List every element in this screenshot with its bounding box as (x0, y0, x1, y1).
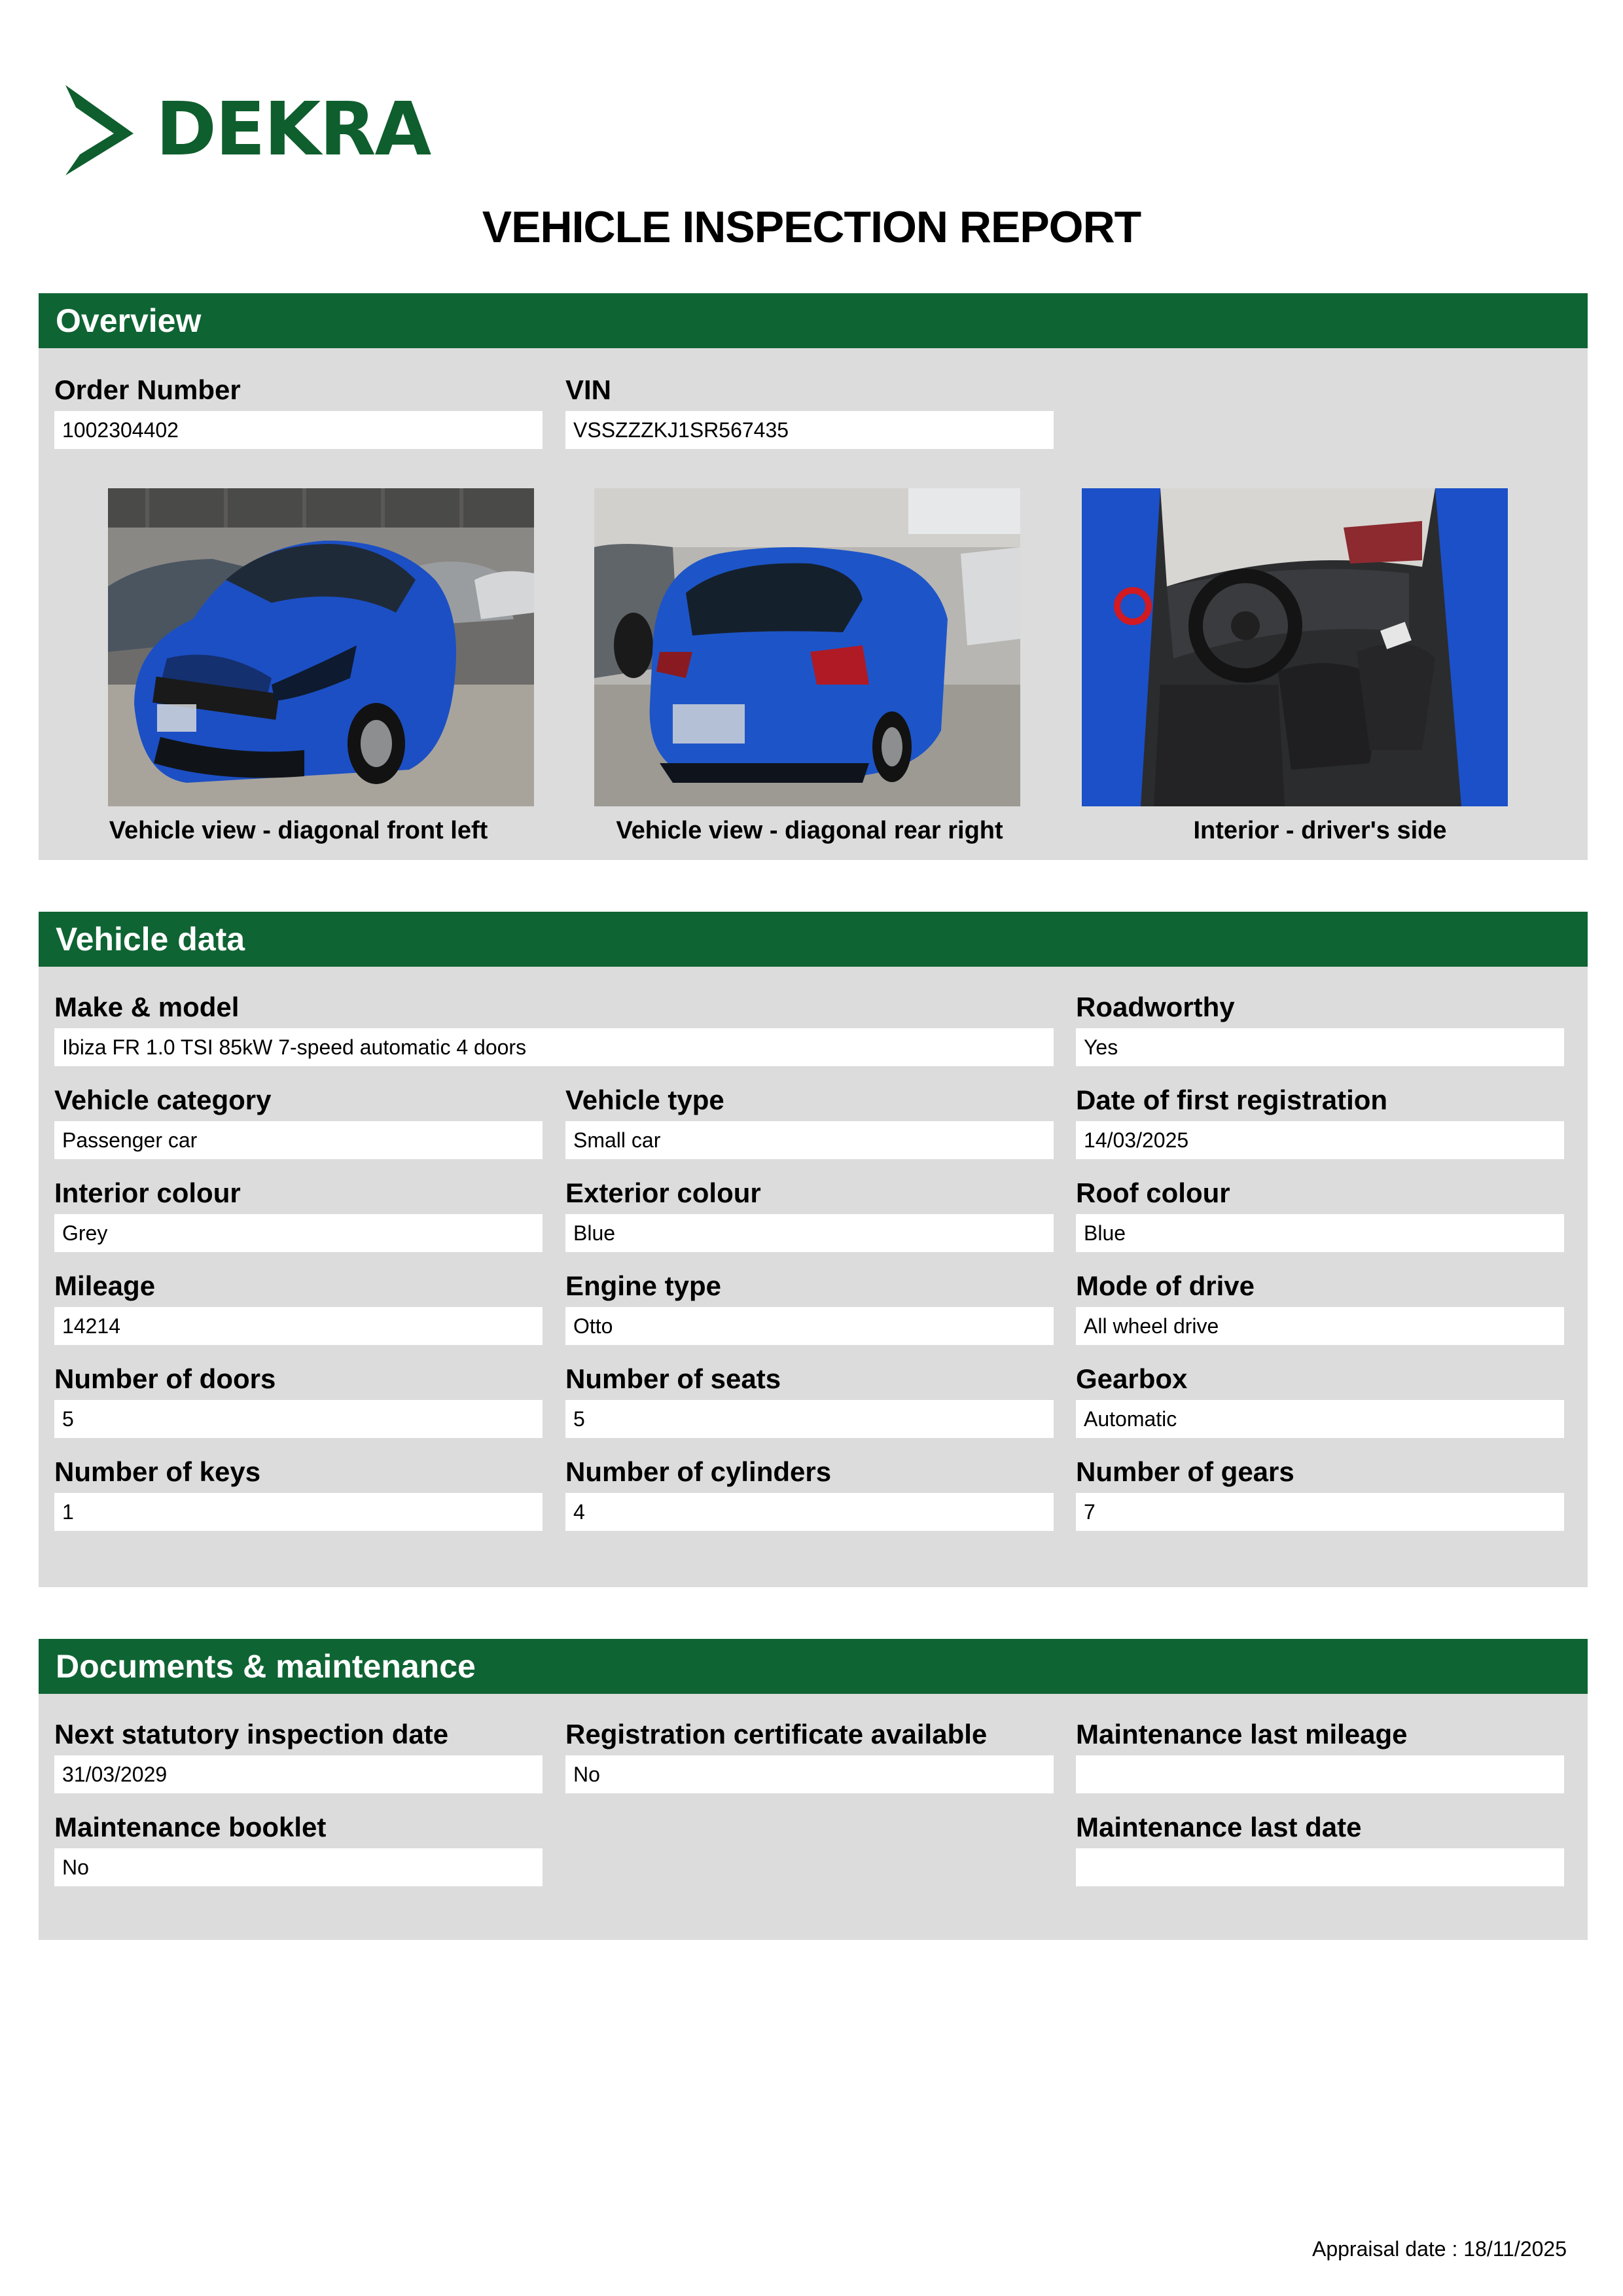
photo-front-left[interactable] (108, 488, 534, 806)
exterior-colour-value: Blue (565, 1214, 1054, 1252)
make-model-field (54, 992, 1054, 1066)
dekra-logo (60, 84, 430, 175)
vehicle-data-section (39, 912, 1588, 1587)
vehicle-category-value: Passenger car (54, 1121, 543, 1159)
interior-colour-value: Grey (54, 1214, 543, 1252)
maint-booklet-value: No (54, 1848, 543, 1886)
keys-value: 1 (54, 1493, 543, 1531)
vehicle-category-field (54, 1085, 543, 1159)
photo-rear-right[interactable] (594, 488, 1020, 806)
seats-value: 5 (565, 1400, 1054, 1438)
mode-of-drive-label: Mode of drive (1076, 1270, 1255, 1301)
roof-colour-label: Roof colour (1076, 1177, 1230, 1208)
exterior-colour-label: Exterior colour (565, 1177, 761, 1208)
keys-field (54, 1456, 543, 1531)
mode-of-drive-field (1076, 1270, 1564, 1345)
gearbox-label: Gearbox (1076, 1363, 1188, 1394)
cylinders-label: Number of cylinders (565, 1456, 832, 1487)
gears-value: 7 (1076, 1493, 1564, 1531)
maint-last-mileage-field (1076, 1719, 1564, 1793)
make-model-value: Ibiza FR 1.0 TSI 85kW 7-speed automatic 4 doors (54, 1028, 1054, 1066)
first-registration-value: 14/03/2025 (1076, 1121, 1564, 1159)
maint-last-mileage-label: Maintenance last mileage (1076, 1719, 1408, 1749)
vin-field (565, 374, 1054, 449)
photo-caption-front-left: Vehicle view - diagonal front left (109, 817, 488, 844)
mileage-field (54, 1270, 543, 1345)
mileage-label: Mileage (54, 1270, 156, 1301)
exterior-colour-field (565, 1177, 1054, 1252)
make-model-label: Make & model (54, 992, 240, 1022)
next-inspection-field (54, 1719, 543, 1793)
vehicle-type-label: Vehicle type (565, 1085, 724, 1115)
reg-certificate-value: No (565, 1755, 1054, 1793)
roadworthy-field (1076, 992, 1564, 1066)
mileage-value: 14214 (54, 1307, 543, 1345)
roof-colour-value: Blue (1076, 1214, 1564, 1252)
documents-heading: Documents & maintenance (39, 1639, 1588, 1694)
vehicle-category-label: Vehicle category (54, 1085, 272, 1115)
keys-label: Number of keys (54, 1456, 261, 1487)
engine-type-field (565, 1270, 1054, 1345)
maint-last-mileage-value (1076, 1755, 1564, 1793)
engine-type-label: Engine type (565, 1270, 722, 1301)
maint-booklet-field (54, 1812, 543, 1886)
photo-interior[interactable] (1082, 488, 1508, 806)
overview-section (39, 293, 1588, 860)
maint-booklet-label: Maintenance booklet (54, 1812, 327, 1842)
roadworthy-label: Roadworthy (1076, 992, 1235, 1022)
engine-type-value: Otto (565, 1307, 1054, 1345)
gearbox-value: Automatic (1076, 1400, 1564, 1438)
reg-certificate-field (565, 1719, 1054, 1793)
cylinders-value: 4 (565, 1493, 1054, 1531)
roof-colour-field (1076, 1177, 1564, 1252)
maint-last-date-value (1076, 1848, 1564, 1886)
roadworthy-value: Yes (1076, 1028, 1564, 1066)
photo-caption-rear-right: Vehicle view - diagonal rear right (616, 817, 1003, 844)
documents-section (39, 1639, 1588, 1940)
gears-field (1076, 1456, 1564, 1531)
reg-certificate-label: Registration certificate available (565, 1719, 988, 1749)
order-number-label: Order Number (54, 374, 241, 405)
doors-field (54, 1363, 543, 1438)
seats-label: Number of seats (565, 1363, 781, 1394)
doors-value: 5 (54, 1400, 543, 1438)
appraisal-date: Appraisal date : 18/11/2025 (1311, 2237, 1567, 2261)
next-inspection-value: 31/03/2029 (54, 1755, 543, 1793)
vehicle-data-heading: Vehicle data (39, 912, 1588, 967)
vehicle-type-value: Small car (565, 1121, 1054, 1159)
first-registration-field (1076, 1085, 1564, 1159)
order-number-field (54, 374, 543, 449)
maint-last-date-label: Maintenance last date (1076, 1812, 1362, 1842)
doors-label: Number of doors (54, 1363, 276, 1394)
maint-last-date-field (1076, 1812, 1564, 1886)
interior-colour-field (54, 1177, 543, 1252)
interior-colour-label: Interior colour (54, 1177, 241, 1208)
dekra-logo-icon (60, 84, 134, 175)
overview-heading: Overview (39, 293, 1588, 348)
mode-of-drive-value: All wheel drive (1076, 1307, 1564, 1345)
photo-caption-interior: Interior - driver's side (1193, 817, 1447, 844)
first-registration-label: Date of first registration (1076, 1085, 1388, 1115)
gearbox-field (1076, 1363, 1564, 1438)
vin-label: VIN (565, 374, 612, 405)
vehicle-type-field (565, 1085, 1054, 1159)
vin-value: VSSZZZKJ1SR567435 (565, 411, 1054, 449)
report-title: VEHICLE INSPECTION REPORT (482, 202, 1141, 252)
cylinders-field (565, 1456, 1054, 1531)
logo-wordmark: DEKRA (156, 87, 431, 172)
seats-field (565, 1363, 1054, 1438)
gears-label: Number of gears (1076, 1456, 1294, 1487)
next-inspection-label: Next statutory inspection date (54, 1719, 449, 1749)
order-number-value: 1002304402 (54, 411, 543, 449)
